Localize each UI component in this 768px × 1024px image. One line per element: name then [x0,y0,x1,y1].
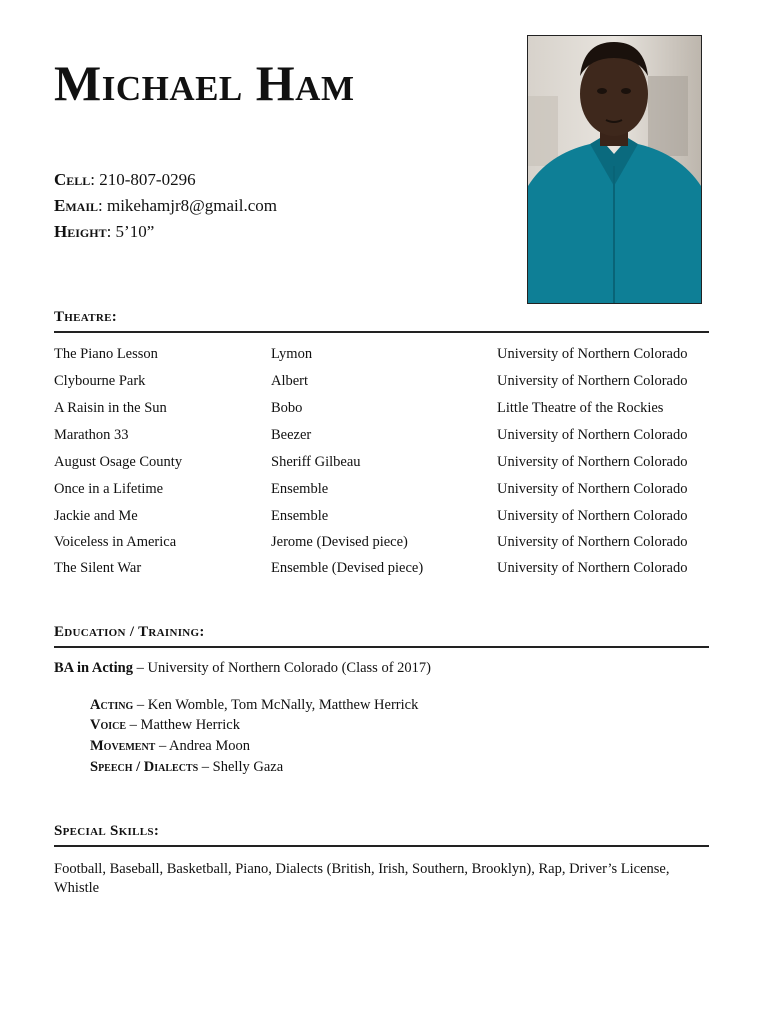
theatre-row [54,427,714,447]
theatre-row [54,560,714,580]
contact-email-value: : mikehamjr8@gmail.com [98,196,278,215]
venue: University of Northern Colorado [497,454,688,470]
contact-cell-label: Cell [54,170,91,189]
role: Jerome (Devised piece) [271,534,408,550]
theatre-row [54,373,714,393]
contact-cell-value: : 210-807-0296 [90,170,196,189]
training-value: – Shelly Gaza [198,759,284,775]
training-label: Voice [90,717,127,733]
venue: University of Northern Colorado [497,346,688,362]
show-title: Voiceless in America [54,534,177,550]
contact-height [54,219,277,245]
headshot-illustration [528,36,701,303]
venue: University of Northern Colorado [497,427,688,443]
skills-title: Special Skills: [54,823,160,839]
degree-detail: – University of Northern Colorado (Class of 2017) [132,660,431,676]
degree-line [54,660,431,677]
show-title: The Silent War [54,560,142,576]
venue: Little Theatre of the Rockies [497,400,664,416]
theatre-divider [54,331,709,333]
show-title: A Raisin in the Sun [54,400,167,416]
education-divider [54,646,709,648]
training-value: – Matthew Herrick [126,717,240,733]
degree-name: BA in Acting [54,660,133,676]
theatre-row [54,400,714,420]
venue: University of Northern Colorado [497,534,688,550]
theatre-row [54,508,714,528]
contact-height-value: : 5’10” [106,222,155,241]
skills-text: Football, Baseball, Basketball, Piano, Dialects (British, Irish, Southern, Brooklyn), Rap, Driver’s License, Whistle [54,861,670,896]
venue: University of Northern Colorado [497,481,688,497]
training-item [90,697,418,714]
show-title: The Piano Lesson [54,346,158,362]
role: Ensemble (Devised piece) [271,560,424,576]
role: Albert [271,373,309,389]
theatre-title: Theatre: [54,309,118,325]
show-title: Clybourne Park [54,373,146,389]
role: Bobo [271,400,303,416]
theatre-row [54,454,714,474]
training-value: – Ken Womble, Tom McNally, Matthew Herrick [133,697,419,713]
training-label: Movement [90,738,156,754]
theatre-row [54,534,714,554]
headshot-photo [527,35,702,304]
show-title: August Osage County [54,454,183,470]
role: Lymon [271,346,313,362]
training-label: Speech / Dialects [90,759,199,775]
training-item [90,738,250,755]
contact-email [54,193,277,219]
contact-email-label: Email [54,196,99,215]
training-item [90,759,283,776]
education-title: Education / Training: [54,624,205,640]
show-title: Marathon 33 [54,427,129,443]
theatre-row [54,346,714,366]
role: Beezer [271,427,312,443]
contact-cell [54,167,277,193]
theatre-row [54,481,714,501]
skills-divider [54,845,709,847]
training-value: – Andrea Moon [155,738,250,754]
venue: University of Northern Colorado [497,560,688,576]
show-title: Jackie and Me [54,508,138,524]
venue: University of Northern Colorado [497,373,688,389]
role: Sheriff Gilbeau [271,454,361,470]
training-label: Acting [90,697,134,713]
contact-height-label: Height [54,222,107,241]
role: Ensemble [271,508,329,524]
contact-info [54,167,277,245]
role: Ensemble [271,481,329,497]
venue: University of Northern Colorado [497,508,688,524]
show-title: Once in a Lifetime [54,481,164,497]
actor-name: Michael Ham [54,55,355,111]
training-item [90,717,240,734]
